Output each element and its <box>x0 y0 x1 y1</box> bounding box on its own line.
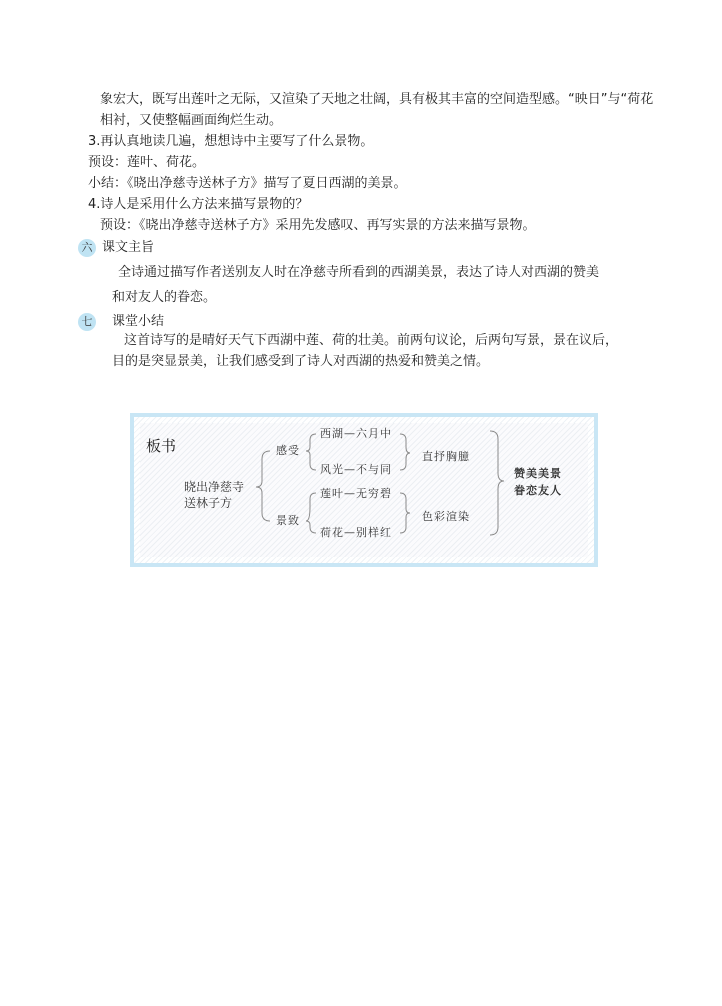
paragraph-line-2: 相衬，又使整幅画面绚烂生动。 <box>100 113 283 128</box>
branch-jingzhi: 景致 <box>276 514 300 527</box>
brace-group2-icon <box>400 493 410 533</box>
summary-text: 小结：《晓出净慈寺送林子方》描写了夏日西湖的美景。 <box>88 176 407 191</box>
group-zhishuxiongyi: 直抒胸臆 <box>422 450 470 463</box>
section-6-badge: 六 <box>78 239 96 257</box>
board-title: 板书 <box>146 437 177 455</box>
poem-title-line-1: 晓出净慈寺 <box>184 480 245 494</box>
preset-answer-1: 预设：莲叶、荷花。 <box>88 155 206 170</box>
leaf-fengguang: 风光—不与同 <box>320 463 392 476</box>
leaf-xihu: 西湖—六月中 <box>320 427 392 440</box>
brace-conclusion-icon <box>490 431 504 535</box>
conclusion-line-2: 眷恋友人 <box>514 484 562 497</box>
branch-ganshou: 感受 <box>276 444 300 457</box>
question-4: 4.诗人是采用什么方法来描写景物的？ <box>88 197 309 212</box>
question-3: 3.再认真地读几遍，想想诗中主要写了什么景物。 <box>88 134 374 149</box>
poem-title-line-2: 送林子方 <box>184 496 233 510</box>
blackboard-panel <box>130 413 598 567</box>
section-6-title: 课文主旨 <box>102 240 155 255</box>
section-7-title: 课堂小结 <box>112 314 165 329</box>
conclusion-line-1: 赞美美景 <box>514 467 562 480</box>
brace-ganshou-icon <box>306 434 316 470</box>
section-7-line-2: 目的是突显景美，让我们感受到了诗人对西湖的热爱和赞美之情。 <box>112 354 490 369</box>
section-7-badge: 七 <box>78 313 96 331</box>
paragraph-line-1: 象宏大，既写出莲叶之无际，又渲染了天地之壮阔，具有极其丰富的空间造型感。“映日”与“荷花 <box>100 92 654 107</box>
brace-group1-icon <box>400 434 410 470</box>
section-6-line-1: 全诗通过描写作者送别友人时在净慈寺所看到的西湖美景，表达了诗人对西湖的赞美 <box>118 265 600 280</box>
leaf-lianye: 莲叶—无穷碧 <box>320 487 392 500</box>
section-6-line-2: 和对友人的眷恋。 <box>112 290 217 305</box>
leaf-hehua: 荷花—别样红 <box>320 526 392 539</box>
preset-answer-2: 预设：《晓出净慈寺送林子方》采用先发感叹、再写实景的方法来描写景物。 <box>100 218 536 233</box>
main-brace-icon <box>256 451 270 521</box>
section-7-line-1: 这首诗写的是晴好天气下西湖中莲、荷的壮美。前两句议论，后两句写景，景在议后， <box>124 333 619 348</box>
brace-jingzhi-icon <box>306 493 316 533</box>
group-secaixuanran: 色彩渲染 <box>422 510 470 523</box>
